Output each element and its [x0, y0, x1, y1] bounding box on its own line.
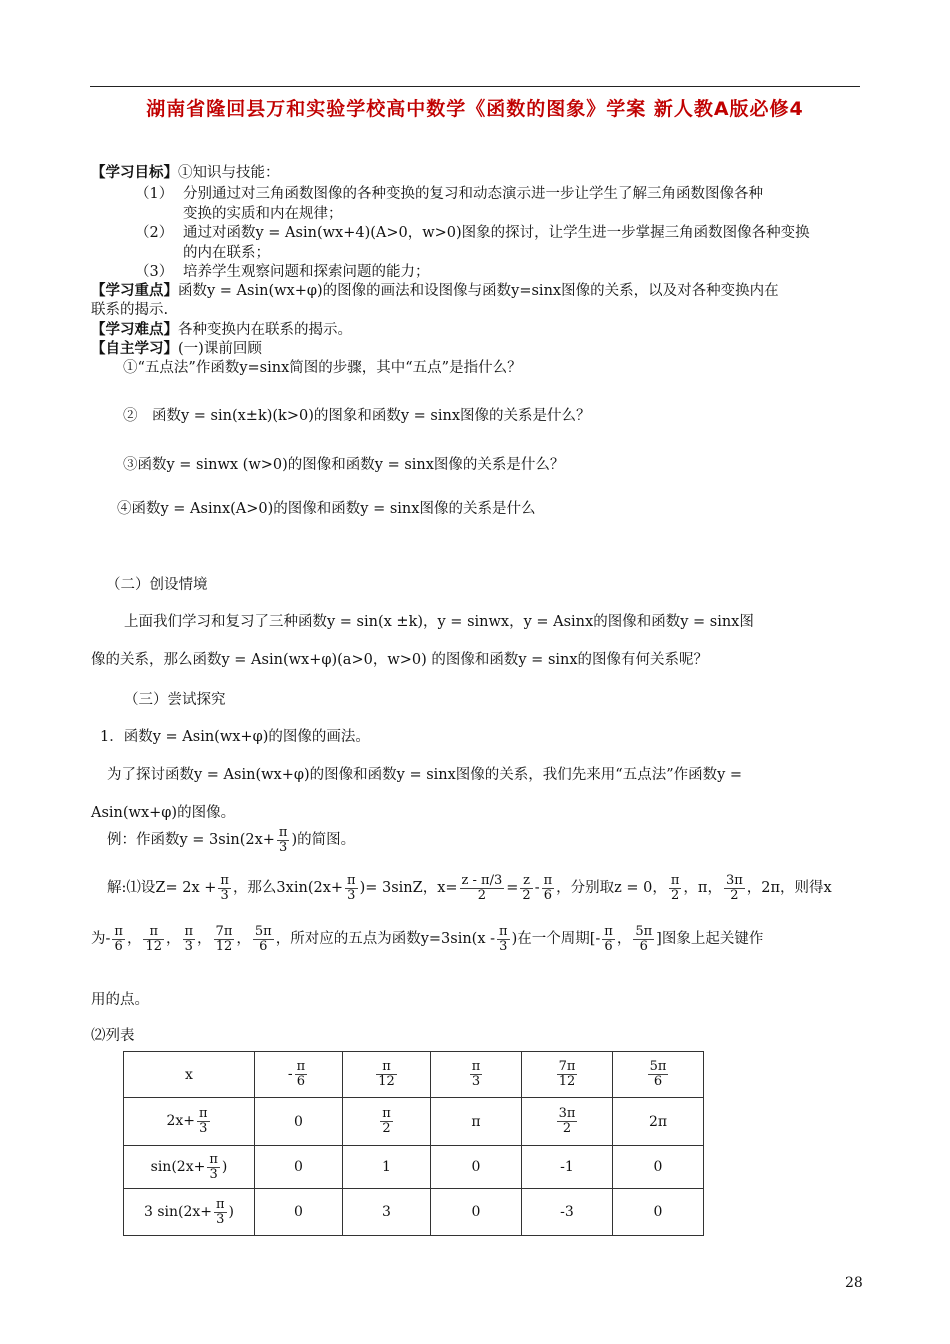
- solution-text: -: [534, 880, 540, 897]
- frac-numerator: π: [376, 1060, 397, 1075]
- separator: ，: [236, 931, 251, 948]
- row-header-text: sin(2x+: [150, 1159, 206, 1175]
- frac-numerator: 3π: [725, 873, 743, 888]
- frac-denominator: 3: [499, 938, 508, 954]
- fraction-pi-over-3: [214, 1198, 227, 1226]
- frac-denominator: 6: [604, 938, 613, 954]
- section2-heading: （二）创设情境: [106, 577, 208, 593]
- frac-denominator: 2: [730, 887, 739, 903]
- frac-denominator: 12: [215, 938, 233, 954]
- value-table: [123, 1051, 704, 1236]
- section2-para-line1: 上面我们学习和复习了三种函数y = sin(x ±k)，y = sinwx，y = Asinx的图像和函数y = sinx图: [124, 614, 754, 630]
- table-cell: [255, 1052, 343, 1098]
- key-line2: 联系的揭示.: [91, 302, 169, 318]
- goal-2-line1: 通过对函数y = Asin(wx+4)(A>0，w>0)图象的探讨，让学生进一步掌握三角函数图像各种变换: [183, 225, 810, 241]
- solution-text: )在一个周期[-: [511, 931, 601, 948]
- fraction-pi-over-3: [197, 1107, 210, 1135]
- separator: ，: [616, 931, 632, 948]
- goal-1-line2: 变换的实质和内在规律；: [183, 206, 343, 222]
- self-study-label: 【自主学习】: [91, 340, 178, 357]
- frac-numerator: 5π: [649, 1059, 667, 1075]
- page-title: 湖南省隆回县万和实验学校高中数学《函数的图象》学案 新人教A版必修4: [146, 98, 804, 120]
- difficulty-label: 【学习难点】: [91, 321, 178, 338]
- frac-denominator: 3: [216, 1211, 225, 1227]
- solution-line1: [107, 874, 832, 902]
- goals-intro: ①知识与技能：: [178, 165, 280, 181]
- fraction-pi-over-6: [295, 1060, 308, 1088]
- goal-2-line2: 的内在联系；: [183, 245, 270, 261]
- goal-3-line1: 培养学生观察问题和探索问题的能力；: [183, 264, 430, 280]
- row-header-text: 3 sin(2x+: [143, 1204, 212, 1220]
- row-header-2x: [124, 1098, 255, 1146]
- frac-numerator: π: [209, 1151, 218, 1167]
- example-suffix: )的简图。: [291, 832, 356, 849]
- solution-line3: 用的点。: [91, 992, 149, 1008]
- table-row: [124, 1098, 704, 1146]
- goals-label: 【学习目标】: [91, 164, 178, 181]
- frac-denominator: 12: [558, 1074, 576, 1089]
- table-cell: π: [431, 1098, 522, 1146]
- question-2: ② 函数y = sin(x±k)(k>0)的图象和函数y = sinx图像的关系是什么？: [123, 408, 591, 424]
- frac-denominator: 6: [114, 938, 123, 954]
- frac-denominator: 12: [378, 1074, 395, 1089]
- table-row: [124, 1189, 704, 1236]
- key-label: 【学习重点】: [91, 282, 178, 299]
- key-line1: [91, 279, 779, 300]
- header-rule: [90, 86, 860, 87]
- goal-3-num: （3）: [135, 264, 174, 280]
- section3-heading: （三）尝试探究: [124, 692, 226, 708]
- frac-denominator: 2: [562, 1121, 572, 1136]
- fraction-pi-over-6: [602, 925, 615, 953]
- difficulty-text: 各种变换内在联系的揭示。: [178, 322, 352, 338]
- table-cell: -3: [522, 1189, 613, 1236]
- question-4: ④函数y = Asinx(A>0)的图像和函数y = sinx图像的关系是什么: [117, 501, 536, 517]
- section3-para-line1: 为了探讨函数y = Asin(wx+φ)的图像和函数y = sinx图像的关系，我们先来用“五点法”作函数y =: [107, 767, 743, 783]
- frac-denominator: 6: [259, 938, 268, 954]
- solution-text: )= 3sinZ，x=: [359, 880, 458, 897]
- solution-text: ，那么3xin(2x+: [232, 880, 344, 897]
- difficulty-line: [91, 318, 352, 339]
- goal-1-num: （1）: [135, 186, 174, 202]
- page-number: 28: [845, 1275, 863, 1291]
- minus-sign: -: [287, 1066, 293, 1083]
- row-header-text: 2x+: [166, 1113, 195, 1130]
- frac-denominator: 6: [653, 1074, 663, 1089]
- fraction-3pi-over-2: [724, 874, 745, 902]
- fraction-5pi-over-6: [648, 1060, 669, 1088]
- frac-denominator: 3: [347, 887, 356, 903]
- fraction-pi-over-3: [207, 1153, 220, 1181]
- solution-text: 解:⑴设Z= 2x +: [107, 880, 217, 897]
- example-prefix: 例：作函数y = 3sin(2x+: [107, 832, 275, 849]
- goal-2-num: （2）: [135, 225, 174, 241]
- fraction-3pi-over-2: [557, 1107, 578, 1135]
- frac-numerator: π: [670, 873, 680, 888]
- table-cell: [522, 1098, 613, 1146]
- table-cell: 0: [431, 1189, 522, 1236]
- frac-numerator: 7π: [215, 924, 233, 939]
- frac-numerator: π: [296, 1059, 306, 1075]
- frac-numerator: π: [278, 825, 288, 840]
- frac-denominator: 6: [296, 1074, 305, 1089]
- table-cell: [343, 1098, 431, 1146]
- table-cell: 0: [613, 1146, 704, 1189]
- fraction-pi-over-2: [669, 874, 682, 902]
- fraction-z-over-2: [520, 874, 532, 902]
- separator: ，: [166, 931, 181, 948]
- frac-numerator: 5π: [635, 924, 653, 939]
- solution-text: ，2π，则得x: [746, 880, 832, 897]
- section3-item1: 1．函数y = Asin(wx+φ)的图像的画法。: [100, 729, 370, 745]
- frac-numerator: π: [382, 1106, 391, 1122]
- solution-text: ，分别取z = 0，: [556, 880, 667, 897]
- solution-text: =: [506, 880, 519, 897]
- separator: ，: [126, 931, 142, 948]
- row-header-3sin: [124, 1189, 255, 1236]
- frac-numerator: π: [604, 924, 613, 939]
- fraction-pi-over-3: [183, 925, 196, 953]
- fraction-pi-over-12: [143, 925, 164, 953]
- fraction-5pi-over-6: [253, 925, 274, 953]
- frac-denominator: 3: [184, 938, 193, 954]
- frac-denominator: 3: [209, 1166, 218, 1182]
- fraction-5pi-over-6: [633, 925, 654, 953]
- frac-denominator: 12: [145, 938, 162, 954]
- frac-numerator: π: [499, 924, 508, 939]
- table-row: [124, 1052, 704, 1098]
- frac-denominator: 6: [639, 938, 648, 954]
- section2-para-line2: 像的关系，那么函数y = Asin(wx+φ)(a>0，w>0) 的图像和函数y = sinx的图像有何关系呢？: [91, 652, 709, 668]
- frac-numerator: π: [114, 924, 123, 939]
- frac-denominator: 6: [543, 887, 552, 903]
- fraction-pi-over-3: [470, 1060, 483, 1088]
- fraction-pi-over-6: [542, 874, 555, 902]
- frac-denominator: 2: [522, 887, 531, 903]
- frac-numerator: π: [199, 1106, 208, 1122]
- table-cell: 1: [343, 1146, 431, 1189]
- frac-numerator: π: [347, 873, 356, 888]
- table-cell: 0: [431, 1146, 522, 1189]
- frac-numerator: 3π: [558, 1106, 576, 1122]
- key-text: 函数y = Asin(wx+φ)的图像的画法和设图像与函数y=sinx图像的关系，以及对各种变换内在: [178, 283, 779, 299]
- fraction-pi-over-6: [112, 925, 125, 953]
- fraction-pi-over-3: [497, 925, 510, 953]
- table-cell: -1: [522, 1146, 613, 1189]
- solution-text: 为-: [91, 931, 111, 948]
- table-row: [124, 1146, 704, 1189]
- fraction-pi-over-3: [218, 874, 231, 902]
- goals-line: [91, 161, 280, 182]
- fraction-pi-over-12: [376, 1060, 397, 1088]
- example-line: [107, 826, 355, 854]
- frac-numerator: π: [543, 873, 553, 888]
- frac-denominator: 3: [220, 887, 229, 903]
- frac-numerator: π: [471, 1059, 481, 1075]
- solution-line2: [91, 925, 763, 953]
- question-3: ③函数y = sinwx (w>0)的图像和函数y = sinx图像的关系是什么？: [123, 457, 565, 473]
- table-cell: 0: [255, 1098, 343, 1146]
- frac-numerator: 7π: [558, 1059, 576, 1075]
- row-header-x: x: [124, 1052, 255, 1098]
- question-1: ①“五点法”作函数y=sinx简图的步骤，其中“五点”是指什么？: [123, 360, 522, 376]
- frac-numerator: π: [143, 925, 164, 940]
- frac-denominator: 3: [279, 839, 288, 855]
- goal-1-line1: 分别通过对三角函数图像的各种变换的复习和动态演示进一步让学生了解三角函数图像各种: [183, 186, 763, 202]
- frac-denominator: 2: [477, 887, 487, 903]
- table-cell: 0: [255, 1189, 343, 1236]
- frac-denominator: 2: [671, 887, 680, 903]
- frac-denominator: 3: [471, 1074, 481, 1089]
- solution-text: ，π，: [683, 880, 722, 897]
- fraction-7pi-over-12: [214, 925, 235, 953]
- frac-numerator: π: [220, 873, 229, 888]
- table-cell: 0: [255, 1146, 343, 1189]
- table-cell: 0: [613, 1189, 704, 1236]
- fraction-pi-over-3: [345, 874, 358, 902]
- solution-text: ，所对应的五点为函数y=3sin(x -: [275, 931, 496, 948]
- separator: ，: [197, 931, 212, 948]
- frac-numerator: 5π: [254, 924, 272, 939]
- table-cell: [613, 1052, 704, 1098]
- section3-para-line2: Asin(wx+φ)的图像。: [91, 805, 236, 821]
- table-cell: [343, 1052, 431, 1098]
- fraction-7pi-over-12: [557, 1060, 578, 1088]
- table-cell: 3: [343, 1189, 431, 1236]
- table-cell: [522, 1052, 613, 1098]
- self-study-text: (一)课前回顾: [178, 341, 262, 357]
- fraction-z-minus-pi3-over-2: [460, 874, 505, 902]
- frac-denominator: 2: [382, 1121, 391, 1136]
- table-cell: [431, 1052, 522, 1098]
- paren: ): [221, 1159, 228, 1175]
- table-cell: 2π: [613, 1098, 704, 1146]
- fraction-pi-over-3: [277, 826, 290, 854]
- solution-text: ]图象上起关键作: [656, 931, 764, 948]
- frac-numerator: π: [216, 1196, 225, 1212]
- frac-denominator: 3: [199, 1121, 208, 1136]
- row-header-sin: [124, 1146, 255, 1189]
- frac-numerator: z - π/3: [461, 873, 503, 888]
- frac-numerator: z: [520, 874, 532, 889]
- frac-numerator: π: [184, 924, 194, 939]
- table-label: ⑵列表: [91, 1028, 135, 1044]
- fraction-pi-over-2: [380, 1107, 393, 1135]
- paren: ): [228, 1204, 235, 1220]
- self-study-line: [91, 337, 262, 358]
